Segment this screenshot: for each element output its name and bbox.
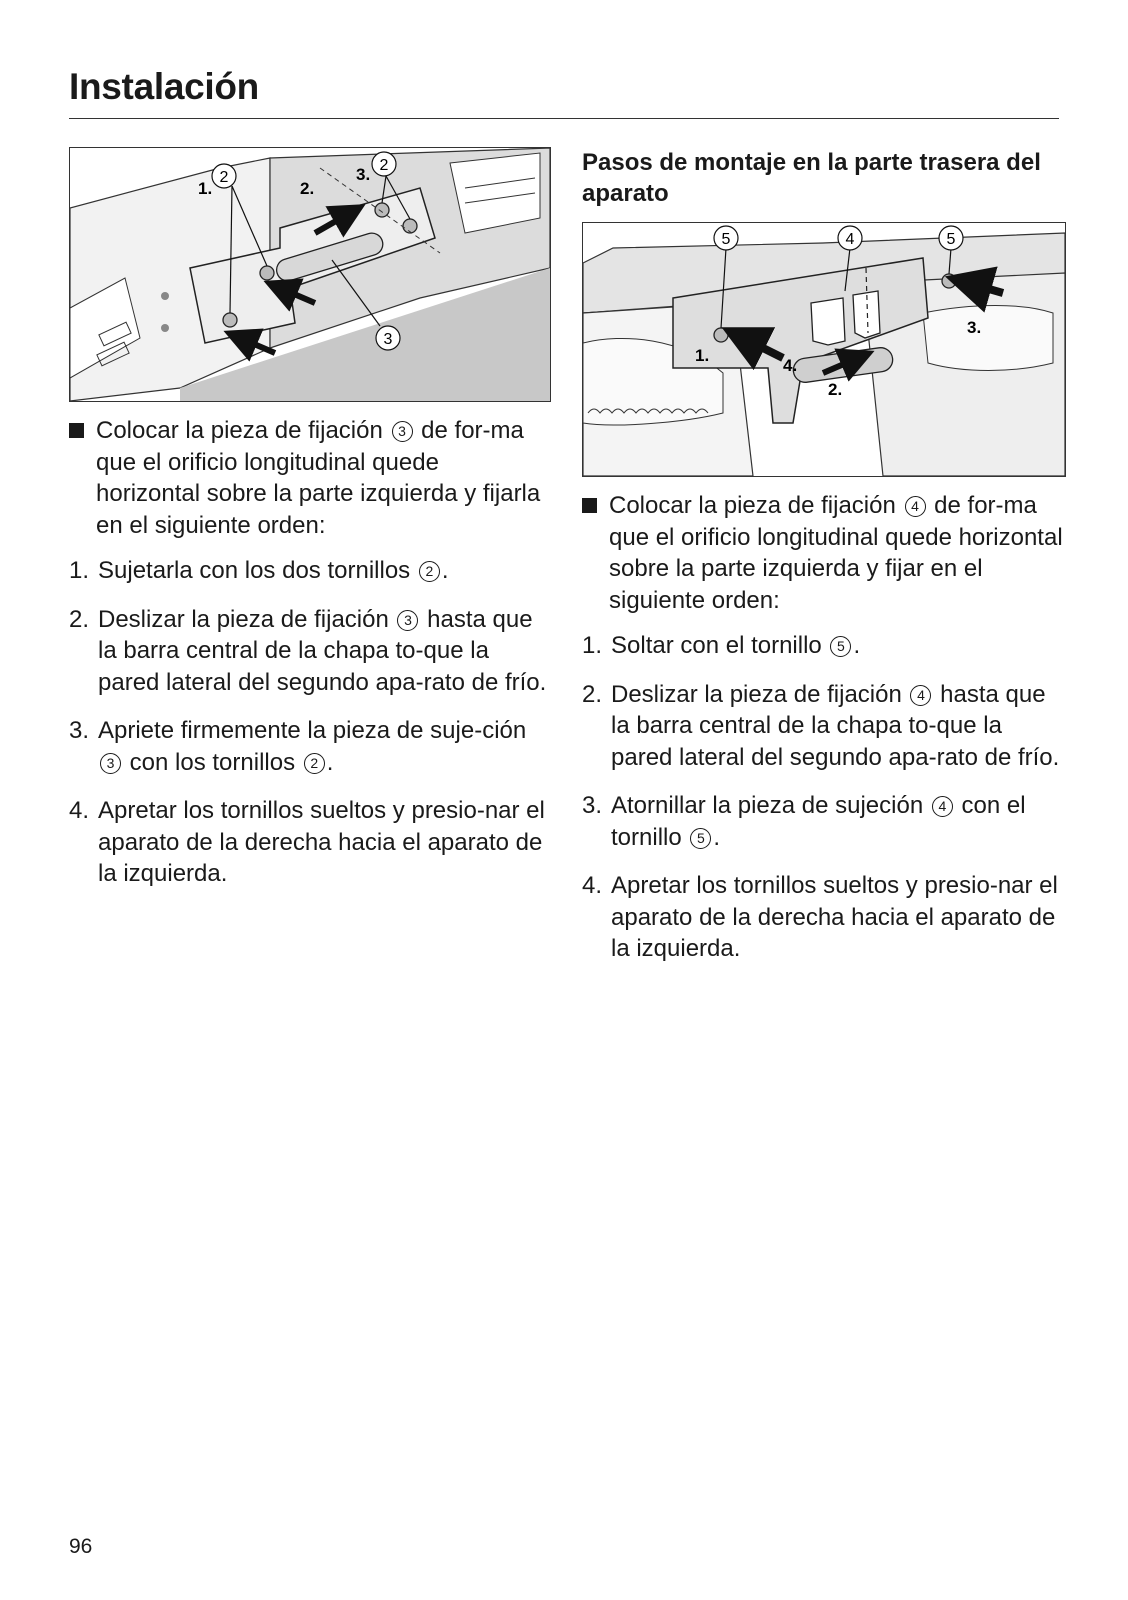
left-step-2: 2. Deslizar la pieza de fijación 3 hasta que la barra central de la chapa to-que la pared lateral del segundo apa-rato de frío. [69,605,547,696]
left-bullet-item: Colocar la pieza de fijación 3 de for-ma que el orificio longitudinal quede horizontal sobre la parte izquierda y fijarla en el siguiente orden: [69,415,549,541]
figure-left-callout-2b [372,152,396,176]
figure-left-mounting [69,147,551,402]
bullet-square-icon [582,498,597,513]
circled-number-3: 3 [392,421,413,442]
circled-number-5: 5 [830,636,851,657]
bullet-square-icon [69,423,84,438]
circled-number-3: 3 [397,610,418,631]
figure-left-step-3: 3. [356,165,371,184]
figure-right-step-1: 1. [695,346,710,365]
figure-right-callout-4 [838,226,862,250]
right-step-4: 4. Apretar los tornillos sueltos y presio-nar el aparato de la derecha hacia el aparato de la izquierda. [582,872,1058,962]
right-step-2: 2. Deslizar la pieza de fijación 4 hasta que la barra central de la chapa to-que la pared lateral del segundo apa-rato de frío. [582,680,1060,771]
right-step-1: 1. Soltar con el tornillo 5 . [582,632,861,659]
figure-left-step-1: 1. [198,179,213,198]
page-number: 96 [69,1535,93,1558]
circled-number-3: 3 [100,753,121,774]
svg-text:2: 2 [219,169,229,186]
circled-number-4: 4 [910,685,931,706]
page-title: Instalación [69,66,259,107]
left-step-4: 4. Apretar los tornillos sueltos y presio-nar el aparato de la derecha hacia el aparato de la izquierda. [69,797,545,887]
figure-right-step-3: 3. [967,318,982,337]
svg-text:3: 3 [383,331,393,348]
right-column-body [582,490,1067,982]
figure-right-rear-mounting [582,222,1066,477]
figure-left-step-2: 2. [300,179,315,198]
circled-number-2: 2 [419,561,440,582]
circled-number-5: 5 [690,828,711,849]
header-rule [69,118,1059,119]
right-step-3: 3. Atornillar la pieza de sujeción 4 con el tornillo 5 . [582,792,1026,851]
figure-right-step-4: 4. [783,356,798,375]
svg-text:5: 5 [946,231,956,248]
figure-left-callout-3 [376,326,400,350]
figure-right-callout-5a [714,226,738,250]
right-column [582,147,1067,219]
circled-number-2: 2 [304,753,325,774]
svg-text:4: 4 [845,231,855,248]
figure-left-callout-2a [212,164,236,188]
figure-right-callout-5b [939,226,963,250]
left-column [69,415,549,907]
circled-number-4: 4 [932,796,953,817]
svg-text:5: 5 [721,231,731,248]
left-step-1: 1. Sujetarla con los dos tornillos 2 . [69,557,449,584]
left-step-3: 3. Apriete firmemente la pieza de suje-ción 3 con los tornillos 2 . [69,717,527,776]
right-bullet-item: Colocar la pieza de fijación 4 de for-ma que el orificio longitudinal quede horizontal sobre la parte izquierda y fijar en el siguiente orden: [582,490,1067,616]
circled-number-4: 4 [905,496,926,517]
svg-text:2: 2 [379,157,389,174]
section-subheading: Pasos de montaje en la parte trasera del aparato [582,149,1041,207]
figure-right-step-2: 2. [828,380,843,399]
